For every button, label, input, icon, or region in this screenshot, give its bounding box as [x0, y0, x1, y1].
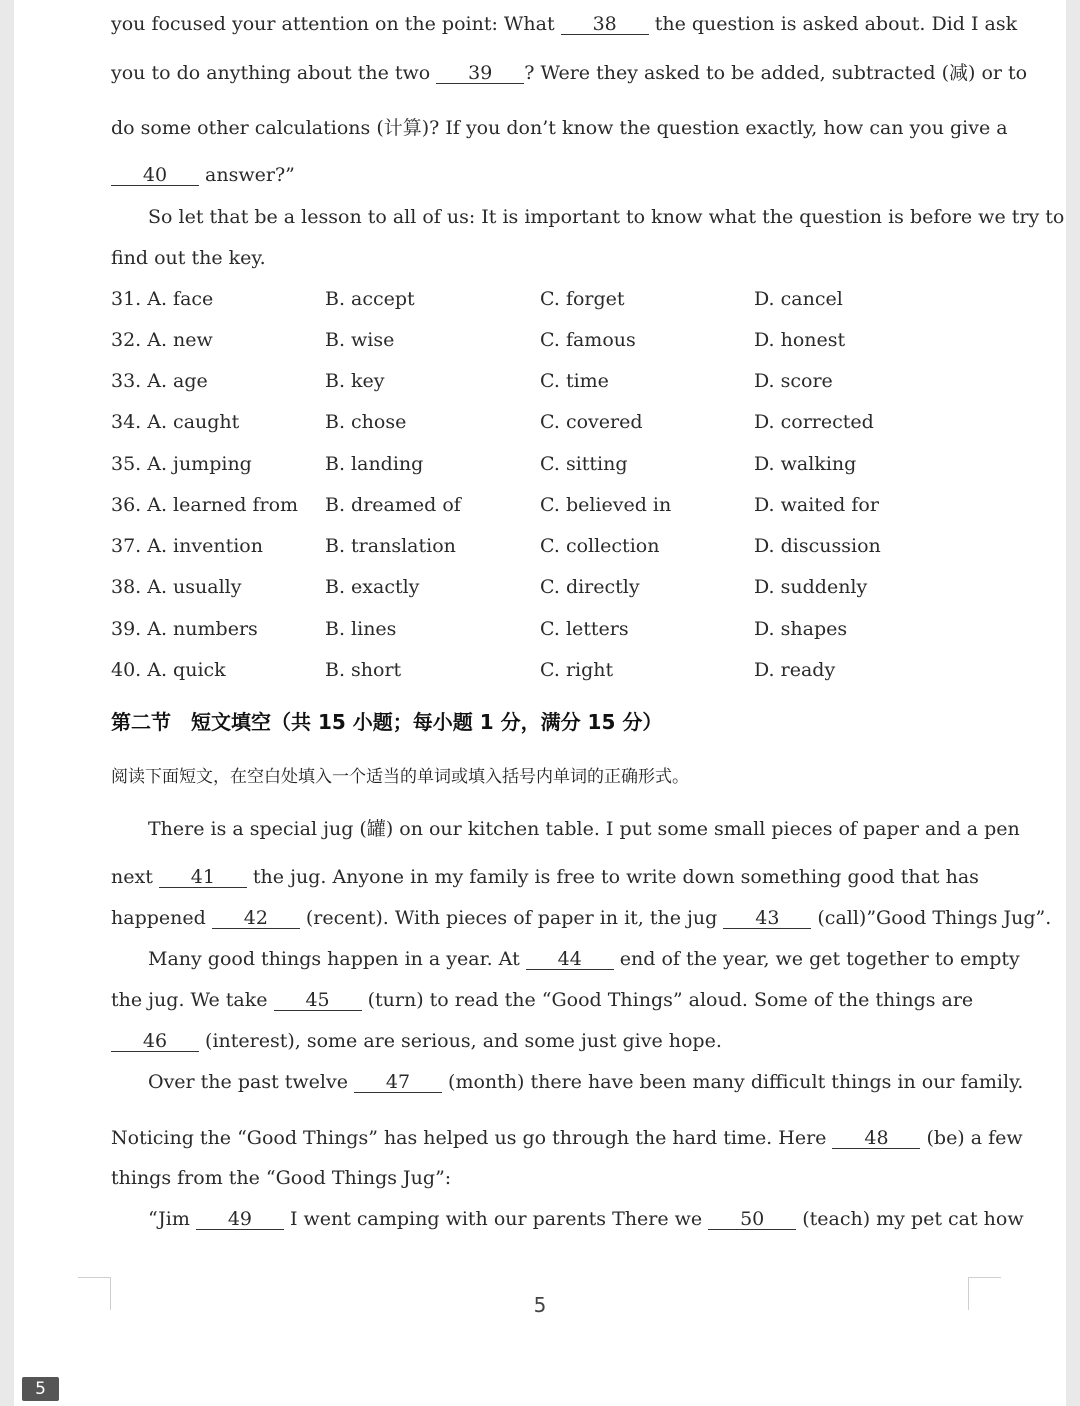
- option-c: C. directly: [540, 576, 640, 598]
- option-c: C. right: [540, 659, 614, 681]
- section-instruction: 阅读下面短文，在空白处填入一个适当的单词或填入括号内单词的正确形式。: [111, 767, 689, 787]
- passage-line: [111, 865, 979, 889]
- option-b: B. key: [325, 370, 385, 392]
- blank-38[interactable]: 38: [561, 14, 649, 35]
- passage-line: [111, 906, 1051, 930]
- blank-50[interactable]: 50: [708, 1209, 796, 1230]
- blank-42[interactable]: 42: [212, 908, 300, 929]
- option-b: B. accept: [325, 288, 415, 310]
- blank-40[interactable]: 40: [111, 165, 199, 186]
- option-a: 36. A. learned from: [111, 494, 299, 516]
- option-b: B. exactly: [325, 576, 420, 598]
- option-row-34: [111, 410, 971, 434]
- section-title: 第二节 短文填空（共 15 小题；每小题 1 分，满分 15 分）: [111, 710, 663, 734]
- option-d: D. waited for: [754, 494, 879, 516]
- option-row-38: [111, 575, 971, 599]
- text: (interest), some are serious, and some just give hope.: [199, 1030, 722, 1052]
- option-a: 35. A. jumping: [111, 453, 252, 475]
- option-d: D. cancel: [754, 288, 843, 310]
- option-c: C. collection: [540, 535, 660, 557]
- option-row-32: [111, 328, 971, 352]
- text: Over the past twelve: [148, 1071, 354, 1093]
- text: (teach) my pet cat how: [796, 1208, 1024, 1230]
- text: (turn) to read the “Good Things” aloud. Some of the things are: [361, 989, 974, 1011]
- option-row-33: [111, 369, 971, 393]
- option-d: D. discussion: [754, 535, 881, 557]
- text: I went camping with our parents There we: [283, 1208, 709, 1230]
- passage-line: [148, 1070, 1023, 1094]
- option-b: B. wise: [325, 329, 395, 351]
- text: the jug. We take: [111, 989, 274, 1011]
- option-d: D. honest: [754, 329, 846, 351]
- text: Noticing the “Good Things” has helped us go through the hard time. Here: [111, 1127, 833, 1149]
- passage-line: There is a special jug (罐) on our kitchen table. I put some small pieces of paper and a pen: [148, 818, 1020, 840]
- option-b: B. lines: [325, 618, 397, 640]
- option-row-31: [111, 287, 971, 311]
- option-d: D. shapes: [754, 618, 848, 640]
- passage-line: [111, 1029, 722, 1053]
- option-a: 38. A. usually: [111, 576, 242, 598]
- blank-43[interactable]: 43: [723, 908, 811, 929]
- page-badge[interactable]: 5: [22, 1377, 59, 1401]
- option-a: 32. A. new: [111, 329, 213, 351]
- text: next: [111, 866, 159, 888]
- passage-line: [111, 12, 1017, 36]
- option-c: C. covered: [540, 411, 643, 433]
- blank-48[interactable]: 48: [832, 1128, 920, 1149]
- option-d: D. suddenly: [754, 576, 868, 598]
- option-a: 39. A. numbers: [111, 618, 258, 640]
- text: (call)”Good Things Jug”.: [811, 907, 1052, 929]
- option-d: D. ready: [754, 659, 836, 681]
- text: answer?”: [199, 164, 295, 186]
- option-a: 31. A. face: [111, 288, 214, 310]
- text: (be) a few: [920, 1127, 1023, 1149]
- blank-44[interactable]: 44: [526, 949, 614, 970]
- option-b: B. translation: [325, 535, 456, 557]
- option-d: D. corrected: [754, 411, 874, 433]
- option-row-40: [111, 658, 971, 682]
- option-row-39: [111, 617, 971, 641]
- text: “Jim: [148, 1208, 196, 1230]
- option-b: B. dreamed of: [325, 494, 461, 516]
- option-b: B. chose: [325, 411, 407, 433]
- text: end of the year, we get together to empty: [613, 948, 1020, 970]
- passage-line: [111, 988, 973, 1012]
- option-d: D. walking: [754, 453, 857, 475]
- text: (recent). With pieces of paper in it, the jug: [299, 907, 724, 929]
- passage-line: [111, 61, 1027, 85]
- option-a: 33. A. age: [111, 370, 208, 392]
- option-c: C. believed in: [540, 494, 672, 516]
- passage-line: do some other calculations (计算)? If you don’t know the question exactly, how can you give a: [111, 117, 1008, 139]
- option-row-37: [111, 534, 971, 558]
- option-b: B. short: [325, 659, 402, 681]
- blank-45[interactable]: 45: [274, 990, 362, 1011]
- option-c: C. famous: [540, 329, 636, 351]
- passage-line: [111, 163, 295, 187]
- passage-line: find out the key.: [111, 247, 266, 269]
- option-d: D. score: [754, 370, 833, 392]
- text: the jug. Anyone in my family is free to write down something good that has: [246, 866, 979, 888]
- option-c: C. sitting: [540, 453, 628, 475]
- option-a: 34. A. caught: [111, 411, 240, 433]
- option-a: 37. A. invention: [111, 535, 263, 557]
- blank-41[interactable]: 41: [159, 867, 247, 888]
- text: you to do anything about the two: [111, 62, 437, 84]
- passage-line: things from the “Good Things Jug”:: [111, 1167, 452, 1189]
- blank-39[interactable]: 39: [436, 63, 524, 84]
- option-c: C. forget: [540, 288, 625, 310]
- option-row-36: [111, 493, 971, 517]
- option-row-35: [111, 452, 971, 476]
- option-b: B. landing: [325, 453, 424, 475]
- option-c: C. time: [540, 370, 609, 392]
- page-number: 5: [533, 1293, 547, 1317]
- text: you focused your attention on the point: What: [111, 13, 561, 35]
- text: Many good things happen in a year. At: [148, 948, 526, 970]
- passage-line: So let that be a lesson to all of us: It is important to know what the question is before we try to: [148, 206, 1065, 228]
- option-c: C. letters: [540, 618, 629, 640]
- text: the question is asked about. Did I ask: [648, 13, 1018, 35]
- text: happened: [111, 907, 212, 929]
- blank-46[interactable]: 46: [111, 1031, 199, 1052]
- text: ? Were they asked to be added, subtracted (减) or to: [524, 62, 1028, 84]
- passage-line: [148, 947, 1020, 971]
- passage-line: [111, 1126, 1023, 1150]
- passage-line: [148, 1207, 1024, 1231]
- blank-47[interactable]: 47: [354, 1072, 442, 1093]
- text: (month) there have been many difficult things in our family.: [442, 1071, 1024, 1093]
- option-a: 40. A. quick: [111, 659, 226, 681]
- blank-49[interactable]: 49: [196, 1209, 284, 1230]
